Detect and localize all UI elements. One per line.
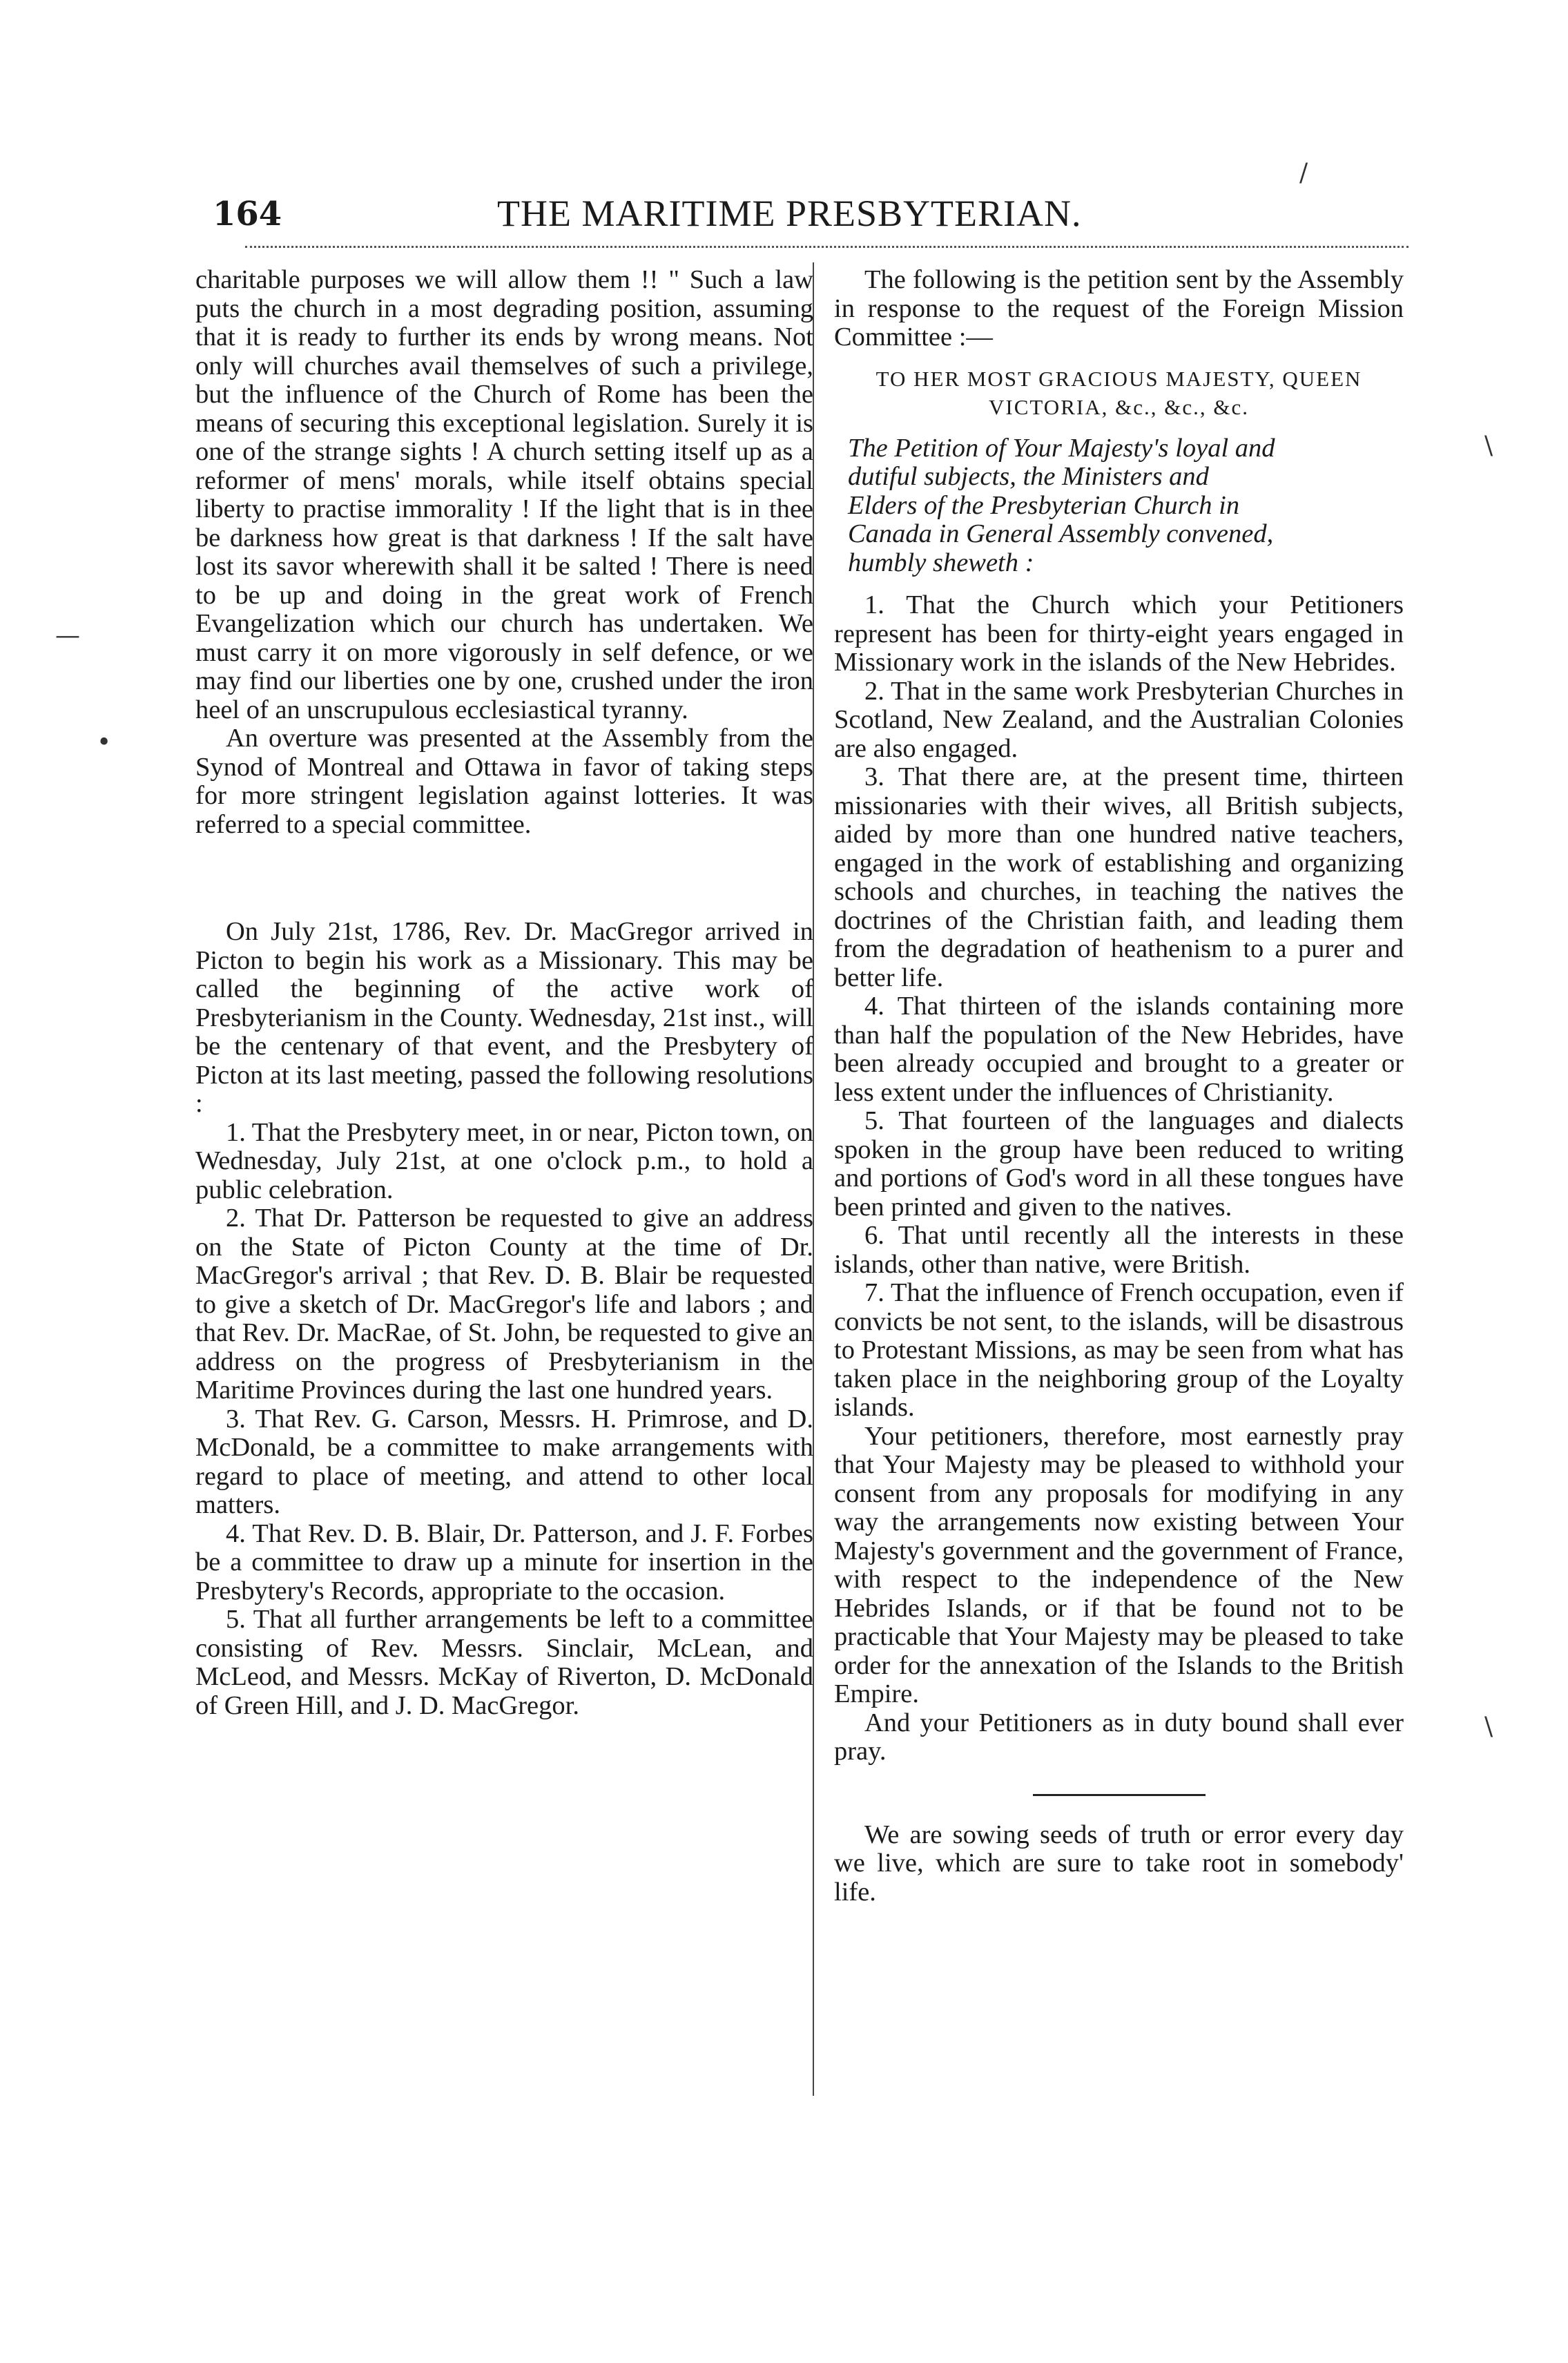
- resolution-4: 4. That Rev. D. B. Blair, Dr. Patterson, and J. F. Forbes be a committee to draw up a minute for insertion in the Presbytery's Records, appropriate to the occasion.: [195, 1518, 813, 1605]
- right-column: [834, 266, 1404, 1907]
- petition-address: [834, 365, 1404, 422]
- petition-item-5: 5. That fourteen of the languages and dialects spoken in the group have been reduced to writing and portions of God's word in all these tongues have been printed and given to the natives.: [834, 1106, 1404, 1222]
- petition-title-line-3: Elders of the Presbyterian Church in: [848, 490, 1240, 520]
- centenary-paragraph: On July 21st, 1786, Rev. Dr. MacGregor arrived in Picton to begin his work as a Missionary. This may be called the beginning of the active work of Presbyterianism in the County. Wednesday, 21st inst., will be the centenary of that event, and the Presbytery of Picton at its last meeting, passed the following resolutions :: [195, 917, 814, 1118]
- left-column: [195, 266, 813, 1720]
- petition-closing: And your Petitioners as in duty bound shall ever pray.: [834, 1708, 1404, 1766]
- journal-title: THE MARITIME PRESBYTERIAN.: [497, 193, 1082, 234]
- petition-item-7: 7. That the influence of French occupation, even if convicts be not sent, to the islands, will be disastrous to Protestant Missions, as may be seen from what has taken place in the neighboring group of the Loyalty islands.: [834, 1278, 1404, 1422]
- resolution-5: 5. That all further arrangements be left to a committee consisting of Rev. Messrs. Sinclair, McLean, and McLeod, and Messrs. McKay of Riverton, D. McDonald of Green Hill, and J. D. MacGregor.: [195, 1605, 813, 1720]
- petition-item-4: 4. That thirteen of the islands containing more than half the population of the New Hebrides, have been already occupied and brought to a greater or less extent under the influences of Christianity.: [834, 992, 1404, 1107]
- petition-item-6: 6. That until recently all the interests in these islands, other than native, were British.: [834, 1221, 1404, 1279]
- petition-address-line-2: VICTORIA, &c., &c., &c.: [989, 395, 1249, 419]
- margin-mark-right-1: \: [1484, 432, 1493, 460]
- stray-mark-top: /: [1299, 159, 1308, 187]
- petition-title: [834, 434, 1404, 578]
- margin-mark-right-2: \: [1484, 1713, 1493, 1741]
- petition-title-line-2: dutiful subjects, the Ministers and: [848, 462, 1209, 491]
- section-rule: [1033, 1794, 1206, 1796]
- petition-title-line-4: Canada in General Assembly convened,: [848, 519, 1274, 548]
- margin-mark-left-2: •: [97, 729, 112, 757]
- article-continuation: charitable purposes we will allow them !! " Such a law puts the church in a most degrading position, assuming that it is ready to further its ends by wrong means. Not only will churches avail themselves of such a privilege, but the influence of the Church of Rome has been the means of securing this exceptional legislation. Surely it is one of the strange sights ! A church setting itself up as a reformer of mens' morals, while itself obtains special liberty to practise immorality ! If the light that is in thee be darkness how great is that darkness ! If the salt have lost its savor wherewith shall it be salted ! There is need to be up and doing in the great work of French Evangelization which our church has undertaken. We must carry it on more vigorously in self defence, or we may find our liberties one by one, crushed under the iron heel of an unscrupulous ecclesiastical tyranny.: [195, 265, 813, 724]
- petition-prayer: Your petitioners, therefore, most earnestly pray that Your Majesty may be pleased to withhold your consent from any proposals for modifying in any way the arrangements now existing between Your Majesty's government and the government of France, with respect to the independence of the New Hebrides Islands, or if that be found not to be practicable that Your Majesty may be pleased to take order for the annexation of the Islands to the British Empire.: [834, 1421, 1404, 1708]
- header-rule: [245, 246, 1409, 248]
- margin-mark-left-1: —: [55, 621, 80, 650]
- lottery-overture-paragraph: An overture was presented at the Assembly from the Synod of Montreal and Ottawa in favor of taking steps for more stringent legislation against lotteries. It was referred to a special committee.: [195, 724, 813, 839]
- petition-item-3: 3. That there are, at the present time, thirteen missionaries with their wives, all British subjects, aided by more than one hundred native teachers, engaged in the work of establishing and organizing schools and churches, in teaching the natives the doctrines of the Christian faith, and leading them from the degradation of heathenism to a purer and better life.: [834, 762, 1404, 992]
- resolution-2: 2. That Dr. Patterson be requested to give an address on the State of Picton County at the time of Dr. MacGregor's arrival ; that Rev. D. B. Blair be requested to give a sketch of Dr. MacGregor's life and labors ; and that Rev. Dr. MacRae, of St. John, be requested to give an address on the progress of Presbyterianism in the Maritime Provinces during the last one hundred years.: [195, 1204, 813, 1405]
- petition-intro: The following is the petition sent by the Assembly in response to the request of the Foreign Mission Committee :—: [834, 265, 1404, 351]
- page-number: 164: [213, 195, 282, 233]
- petition-item-1: 1. That the Church which your Petitioners represent has been for thirty-eight years engaged in Missionary work in the islands of the New Hebrides.: [834, 590, 1404, 677]
- filler-paragraph: We are sowing seeds of truth or error every day we live, which are sure to take root in somebody' life.: [834, 1820, 1404, 1907]
- petition-title-line-5: humbly sheweth :: [848, 548, 1034, 577]
- petition-title-line-1: The Petition of Your Majesty's loyal and: [848, 433, 1275, 463]
- petition-item-2: 2. That in the same work Presbyterian Churches in Scotland, New Zealand, and the Australian Colonies are also engaged.: [834, 676, 1404, 763]
- resolution-3: 3. That Rev. G. Carson, Messrs. H. Primrose, and D. McDonald, be a committee to make arrangements with regard to place of meeting, and attend to other local matters.: [195, 1404, 813, 1519]
- petition-address-line-1: TO HER MOST GRACIOUS MAJESTY, QUEEN: [875, 366, 1362, 391]
- resolution-1: 1. That the Presbytery meet, in or near, Picton town, on Wednesday, July 21st, at one o'clock p.m., to hold a public celebration.: [195, 1117, 813, 1204]
